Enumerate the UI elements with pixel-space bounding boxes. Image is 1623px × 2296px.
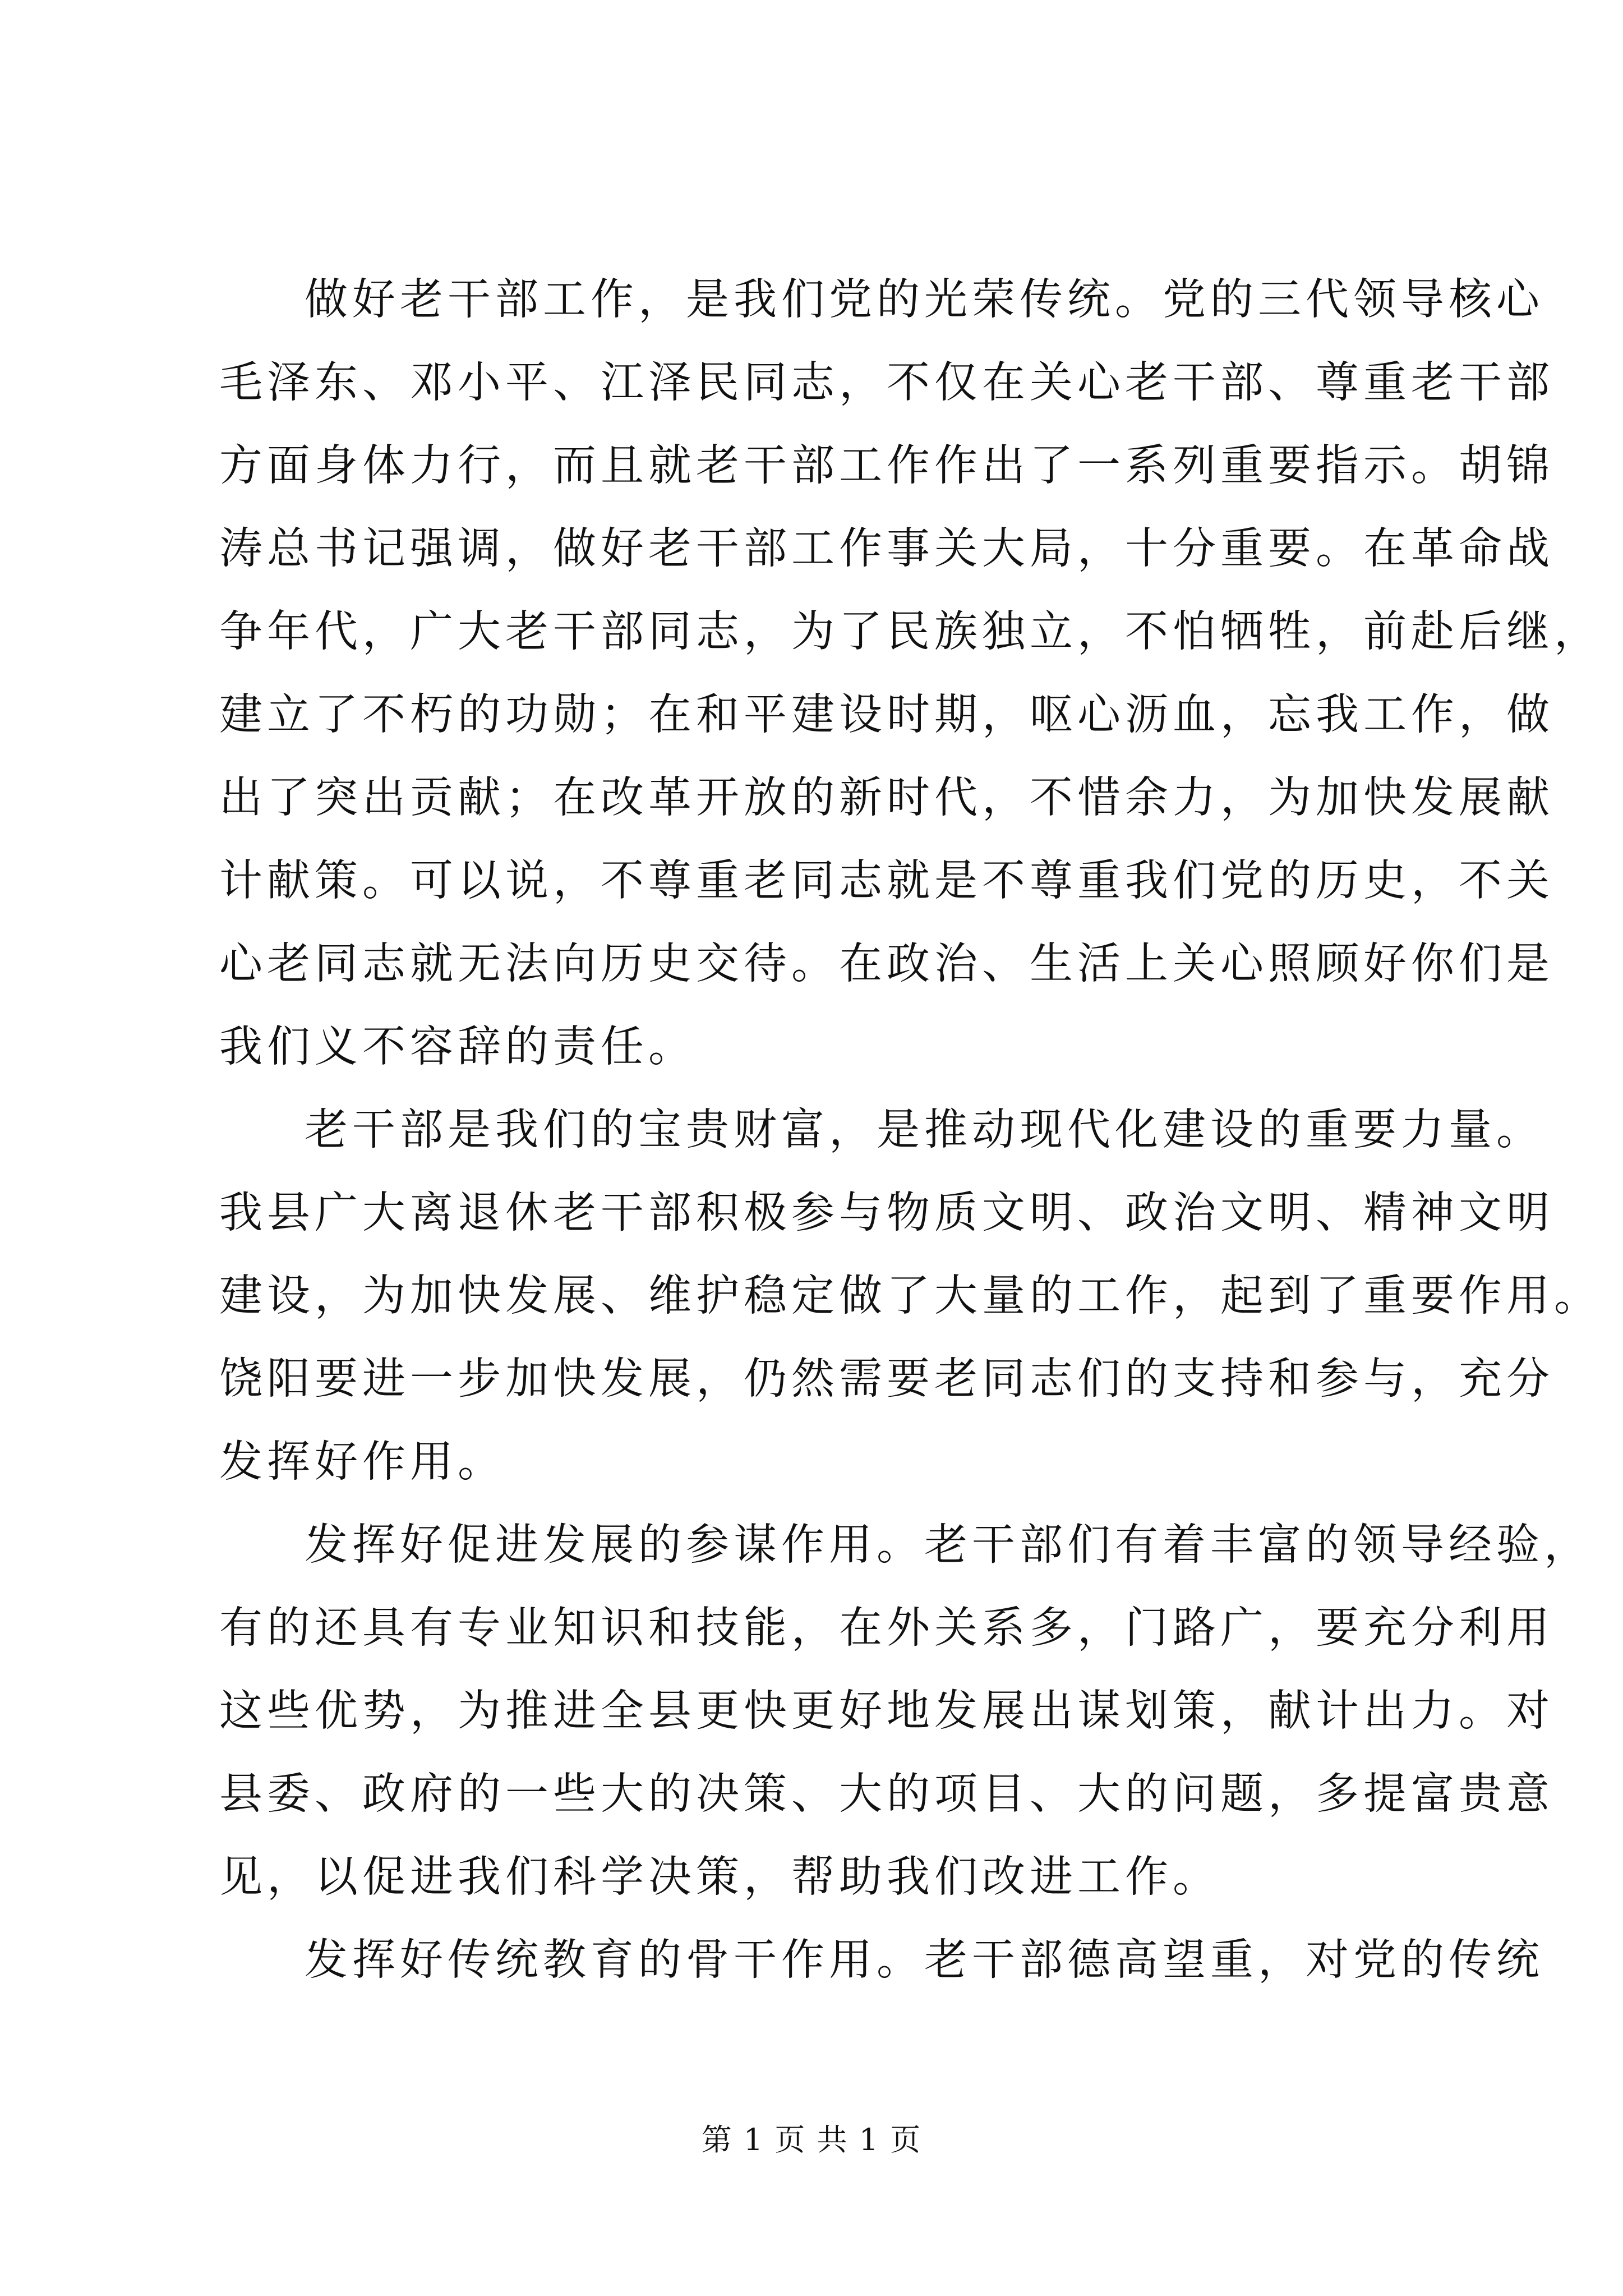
paragraph [219,1919,1544,2002]
text-line: 建立了不朽的功勋；在和平建设时期，呕心沥血，忘我工作，做 [219,690,1554,740]
text-line: 毛泽东、邓小平、江泽民同志，不仅在关心老干部、尊重老干部 [219,358,1554,408]
text-line: 县委、政府的一些大的决策、大的项目、大的问题，多提富贵意 [219,1769,1554,1819]
text-line: 计献策。可以说，不尊重老同志就是不尊重我们党的历史，不关 [219,856,1554,906]
text-line: 心老同志就无法向历史交待。在政治、生活上关心照顾好你们是 [219,939,1554,989]
paragraph [219,1504,1592,1919]
page-footer [0,2120,1623,2160]
page-number-indicator: 第 1 页 共 1 页 [701,2122,922,2157]
text-line: 涛总书记强调，做好老干部工作事关大局，十分重要。在革命战 [219,524,1554,574]
text-line: 争年代，广大老干部同志，为了民族独立，不怕牺牲，前赴后继， [219,607,1602,657]
text-line: 建设，为加快发展、维护稳定做了大量的工作，起到了重要作用。 [219,1271,1602,1321]
text-line: 有的还具有专业知识和技能，在外关系多，门路广，要充分利用 [219,1603,1554,1653]
text-line: 我们义不容辞的责任。 [219,1022,696,1072]
text-line: 饶阳要进一步加快发展，仍然需要老同志们的支持和参与，充分 [219,1354,1554,1404]
text-line: 见，以促进我们科学决策，帮助我们改进工作。 [219,1852,1220,1902]
text-line: 我县广大离退休老干部积极参与物质文明、政治文明、精神文明 [219,1188,1554,1238]
text-line: 发挥好传统教育的骨干作用。老干部德高望重，对党的传统 [305,1935,1544,1985]
text-line: 出了突出贡献；在改革开放的新时代，不惜余力，为加快发展献 [219,773,1554,823]
text-line: 这些优势，为推进全县更快更好地发展出谋划策，献计出力。对 [219,1686,1554,1736]
text-line: 老干部是我们的宝贵财富，是推动现代化建设的重要力量。 [305,1105,1544,1155]
text-line: 发挥好促进发展的参谋作用。老干部们有着丰富的领导经验， [305,1520,1592,1570]
paragraph [219,1089,1602,1504]
document-body [219,259,1602,2002]
text-line: 发挥好作用。 [219,1437,505,1487]
text-line: 方面身体力行，而且就老干部工作作出了一系列重要指示。胡锦 [219,441,1554,491]
text-line: 做好老干部工作，是我们党的光荣传统。党的三代领导核心 [305,275,1544,325]
paragraph [219,259,1602,1089]
